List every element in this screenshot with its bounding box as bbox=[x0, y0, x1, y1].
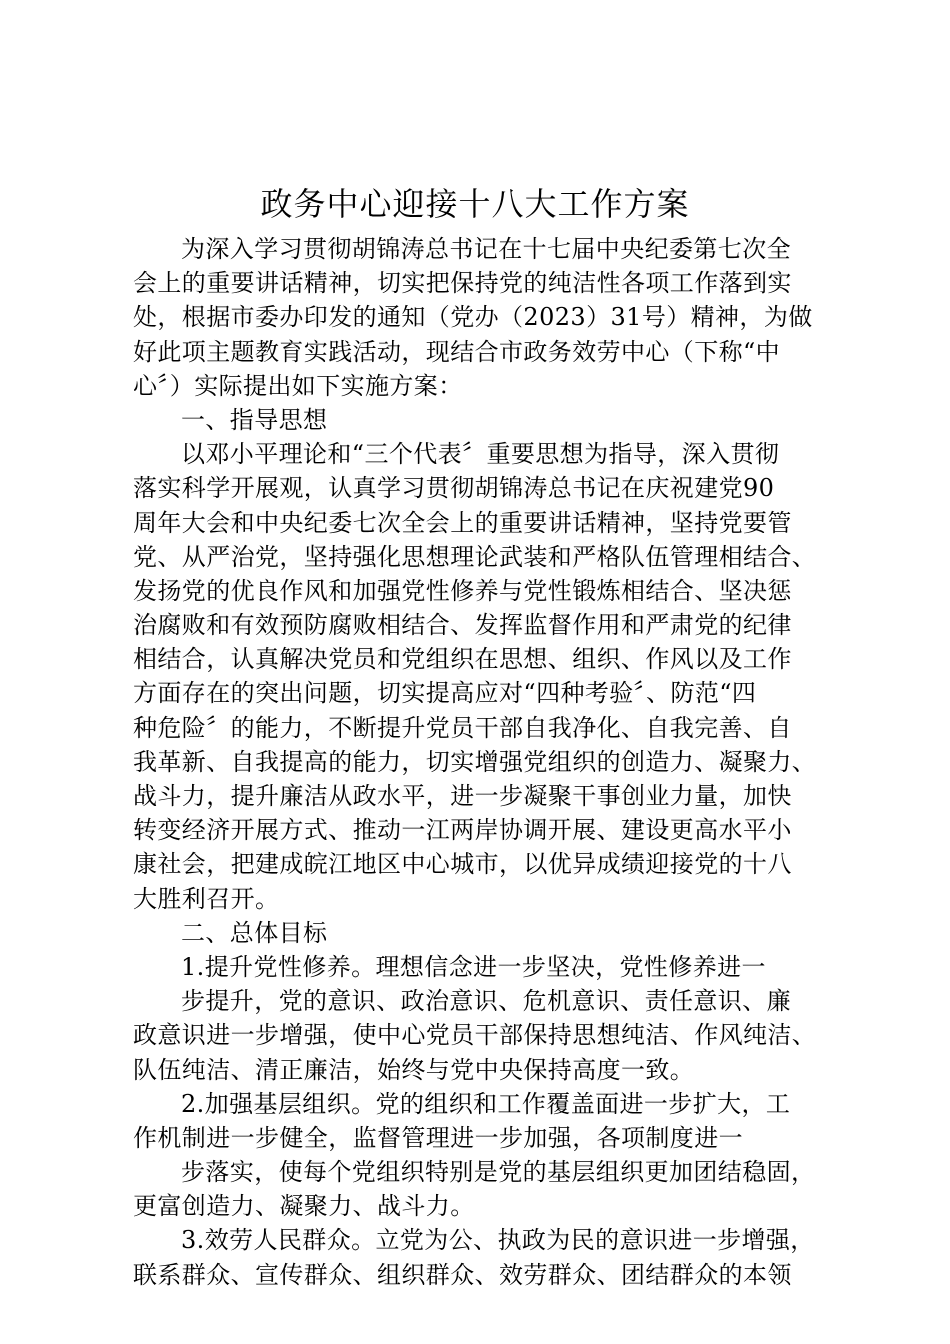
text-line: 战斗力，提升廉洁从政水平，进一步凝聚干事创业力量，加快 bbox=[133, 782, 792, 810]
text-line: 3.效劳人民群众。立党为公、执政为民的意识进一步增强， bbox=[181, 1226, 815, 1255]
section-heading: 二、总体目标 bbox=[181, 918, 328, 947]
text-line: 落实科学开展观，认真学习贯彻胡锦涛总书记在庆祝建党90 bbox=[133, 474, 775, 503]
text-line: 康社会，把建成皖江地区中心城市，以优异成绩迎接党的十八 bbox=[133, 850, 792, 879]
text-line: 种危险〞的能力，不断提升党员干部自我净化、自我完善、自 bbox=[133, 713, 792, 742]
text-line: 会上的重要讲话精神，切实把保持党的纯洁性各项工作落到实 bbox=[133, 269, 792, 298]
text-line: 以邓小平理论和“三个代表〞重要思想为指导，深入贯彻 bbox=[181, 440, 780, 469]
text-line: 党、从严治党，坚持强化思想理论武装和严格队伍管理相结合、 bbox=[133, 542, 817, 571]
text-line: 方面存在的突出问题，切实提高应对“四种考验〞、防范“四 bbox=[133, 679, 757, 708]
text-line: 政意识进一步增强，使中心党员干部保持思想纯洁、作风纯洁、 bbox=[133, 1021, 817, 1050]
text-line: 更富创造力、凝聚力、战斗力。 bbox=[133, 1192, 475, 1221]
text-line: 发扬党的优良作风和加强党性修养与党性锻炼相结合、坚决惩 bbox=[133, 576, 792, 605]
text-line: 为深入学习贯彻胡锦涛总书记在十七届中央纪委第七次全 bbox=[181, 235, 791, 263]
text-line: 2.加强基层组织。党的组织和工作覆盖面进一步扩大，工 bbox=[181, 1089, 791, 1118]
document-title: 政务中心迎接十八大工作方案 bbox=[260, 185, 690, 223]
text-line: 心〞）实际提出如下实施方案： bbox=[133, 371, 463, 400]
document-body bbox=[133, 232, 833, 1292]
text-line: 步提升，党的意识、政治意识、危机意识、责任意识、廉 bbox=[181, 987, 791, 1016]
text-line: 1.提升党性修养。理想信念进一步坚决，党性修养进一 bbox=[181, 952, 766, 981]
text-line: 联系群众、宣传群众、组织群众、效劳群众、团结群众的本领 bbox=[133, 1260, 792, 1289]
text-line: 处，根据市委办印发的通知（党办（2023）31号）精神，为做 bbox=[133, 303, 813, 332]
text-line: 作机制进一步健全，监督管理进一步加强，各项制度进一 bbox=[133, 1123, 743, 1152]
text-line: 相结合，认真解决党员和党组织在思想、组织、作风以及工作 bbox=[133, 645, 792, 674]
text-line: 队伍纯洁、清正廉洁，始终与党中央保持高度一致。 bbox=[133, 1055, 695, 1084]
text-line: 我革新、自我提高的能力，切实增强党组织的创造力、凝聚力、 bbox=[133, 747, 817, 776]
text-line: 好此项主题教育实践活动，现结合市政务效劳中心（下称“中 bbox=[133, 337, 781, 366]
text-line: 步落实，使每个党组织特别是党的基层组织更加团结稳固， bbox=[181, 1158, 816, 1187]
text-line: 周年大会和中央纪委七次全会上的重要讲话精神，坚持党要管 bbox=[133, 508, 792, 537]
text-line: 治腐败和有效预防腐败相结合、发挥监督作用和严肃党的纪律 bbox=[133, 611, 792, 640]
section-heading: 一、指导思想 bbox=[181, 405, 328, 434]
text-line: 大胜利召开。 bbox=[133, 884, 280, 913]
text-line: 转变经济开展方式、推动一江两岸协调开展、建设更高水平小 bbox=[133, 816, 792, 845]
